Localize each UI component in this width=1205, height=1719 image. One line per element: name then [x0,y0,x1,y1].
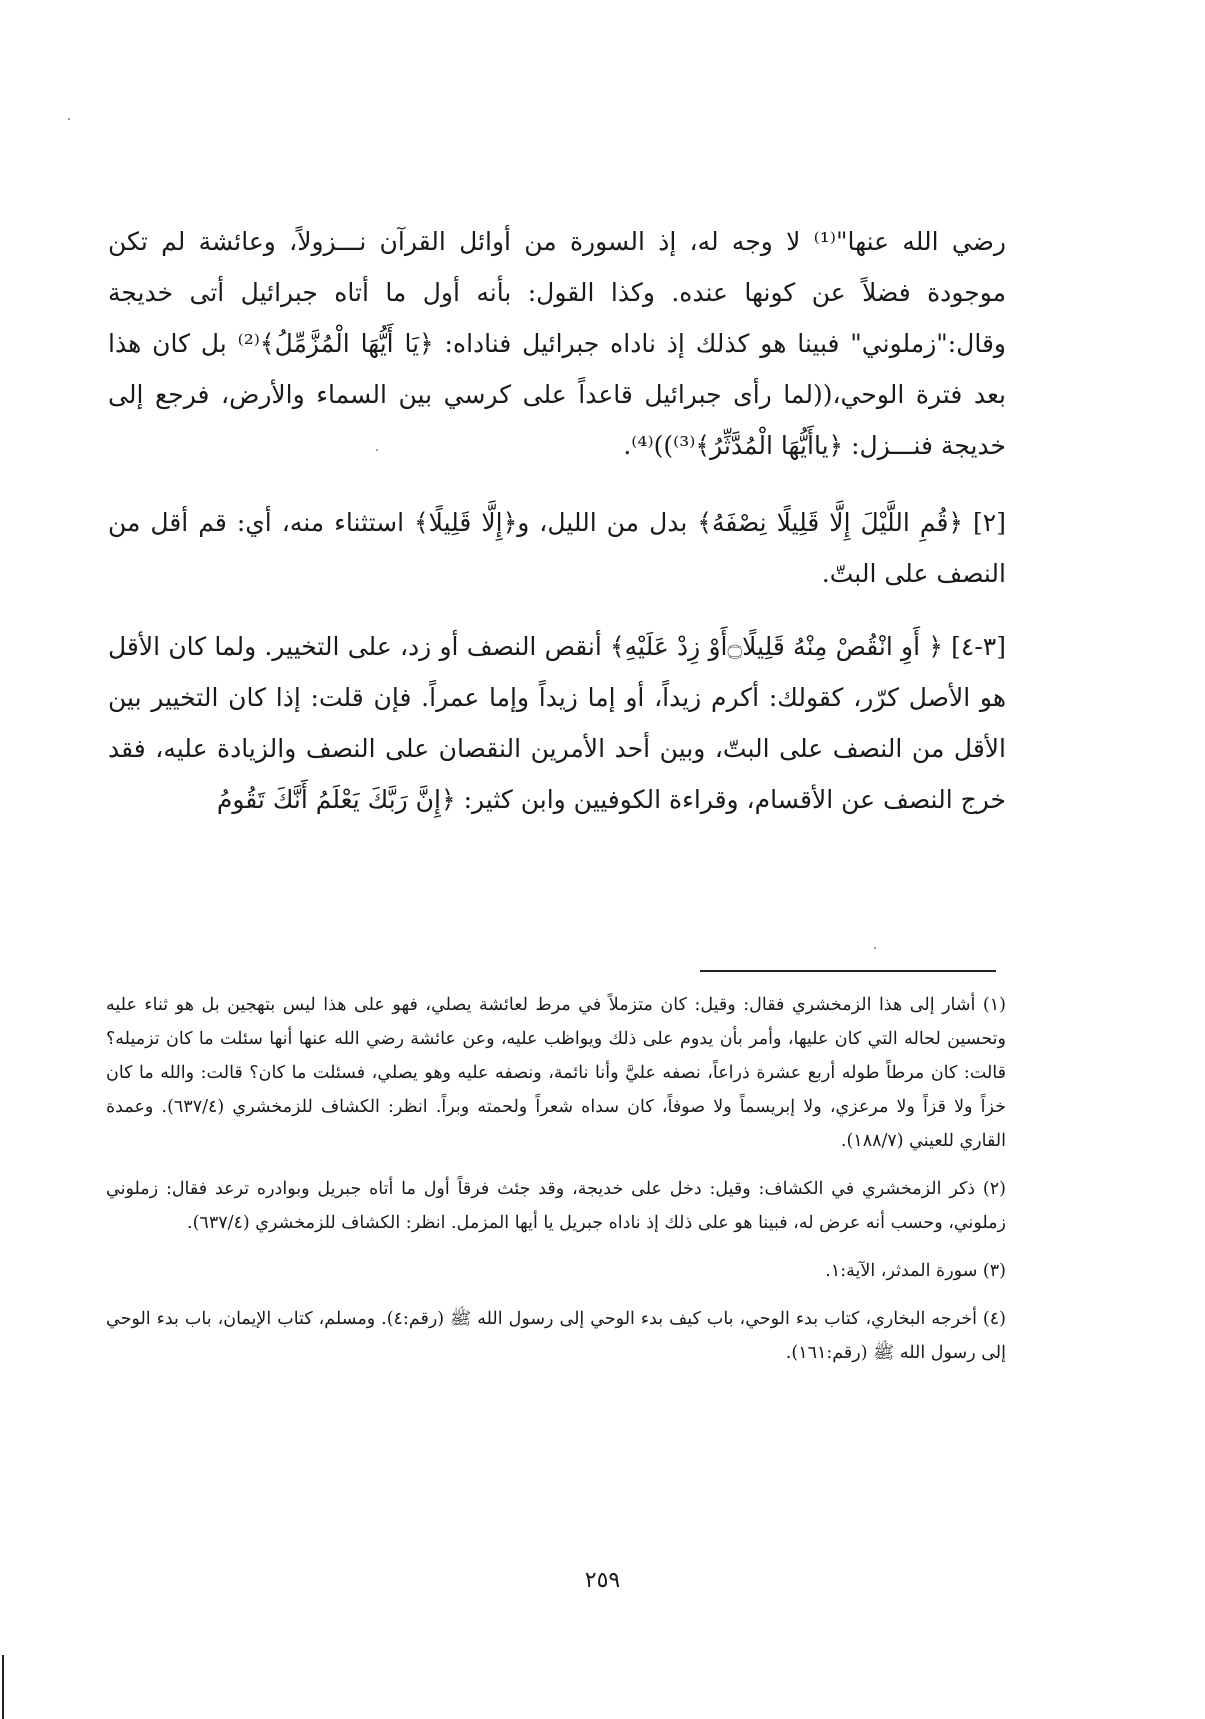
scan-speck [874,947,876,949]
paragraph-verse-2: [٢] ﴿قُمِ اللَّيْلَ إِلَّا قَلِيلًا نِصْفَهُ﴾ بدل من الليل، و﴿إِلَّا قَلِيلًا﴾ استثناء منه، أي: قم أقل من النصف على البتّ. [108,508,1006,588]
footnote-4: (٤) أخرجه البخاري، كتاب بدء الوحي، باب كيف بدء الوحي إلى رسول الله ﷺ (رقم:٤). ومسلم، كتاب الإيمان، باب بدء الوحي إلى رسول الله ﷺ (رقم:١٦١). [106,1309,1006,1363]
paragraph-1: رضي الله عنها"⁽¹⁾ لا وجه له، إذ السورة من أوائل القرآن نـــزولاً، وعائشة لم تكن موجودة فضلاً عن كونها عنده. وكذا القول: بأنه أول ما أتاه جبرائيل أتى خديجة وقال:"زملوني" فبينا هو كذلك إذ ناداه جبرائيل فناداه: ﴿يَا أَيُّهَا الْمُزَّمِّلُ﴾⁽²⁾ بل كان هذا بعد فترة الوحي،((لما رأى جبرائيل قاعداً على كرسي بين السماء والأرض، فرجع إلى خديجة فنـــزل: ﴿ياأَيُّهَا الْمُدَّثِّرُ﴾⁽³⁾))⁽⁴⁾. [108,227,1007,460]
footnote-3: (٣) سورة المدثر، الآية:١. [825,1261,1006,1281]
scan-speck [68,118,70,120]
main-text-body [108,216,1006,825]
footnote-2: (٢) ذكر الزمخشري في الكشاف: وقيل: دخل على خديجة، وقد جئث فرقاً أول ما أتاه جبريل وبوادره ترعد فقال: زملوني زملوني، وحسب أنه عرض له، فبينا هو على ذلك إذ ناداه جبريل يا أيها المزمل. انظر: الكشاف للزمخشري (٦٣٧/٤). [106,1179,1006,1233]
scan-speck [376,449,378,451]
page-number: ٢٥٩ [584,1568,621,1593]
scan-edge-mark [2,1655,4,1719]
paragraph-verses-3-4: [٣-٤] ﴿ أَوِ انْقُصْ مِنْهُ قَلِيلًا۝أَوْ زِدْ عَلَيْهِ﴾ أنقص النصف أو زد، على التخيير. ولما كان الأقل هو الأصل كرّر، كقولك: أكرم زيداً، أو إما زيداً وإما عمراً. فإن قلت: إذا كان التخيير بين الأقل من النصف على البتّ، وبين أحد الأمرين النقصان على النصف والزيادة عليه، فقد خرج النصف عن الأقسام، وقراءة الكوفيين وابن كثير: ﴿إِنَّ رَبَّكَ يَعْلَمُ أَنَّكَ تَقُومُ [108,632,1006,814]
footnote-divider [700,970,996,972]
footnote-1: (١) أشار إلى هذا الزمخشري فقال: وقيل: كان متزملاً في مرط لعائشة يصلي، فهو على هذا ليس بتهجين بل هو ثناء عليه وتحسين لحاله التي كان عليها، وأمر بأن يدوم على ذلك ويواظب عليه، وعن عائشة رضي الله عنها أنها سئلت ما كان تزميله؟ قالت: كان مرطاً طوله أربع عشرة ذراعاً، نصفه عليَّ وأنا نائمة، ونصفه عليه وهو يصلي، فسئلت ما كان؟ قالت: والله ما كان خزاً ولا قزاً ولا مرعزي، ولا إبريسماً ولا صوفاً، كان سداه شعراً ولحمته وبراً. انظر: الكشاف للزمخشري (٦٣٧/٤). وعمدة القاري للعيني (١٨٨/٧). [106,995,1006,1151]
footnotes-section [106,988,1006,1384]
